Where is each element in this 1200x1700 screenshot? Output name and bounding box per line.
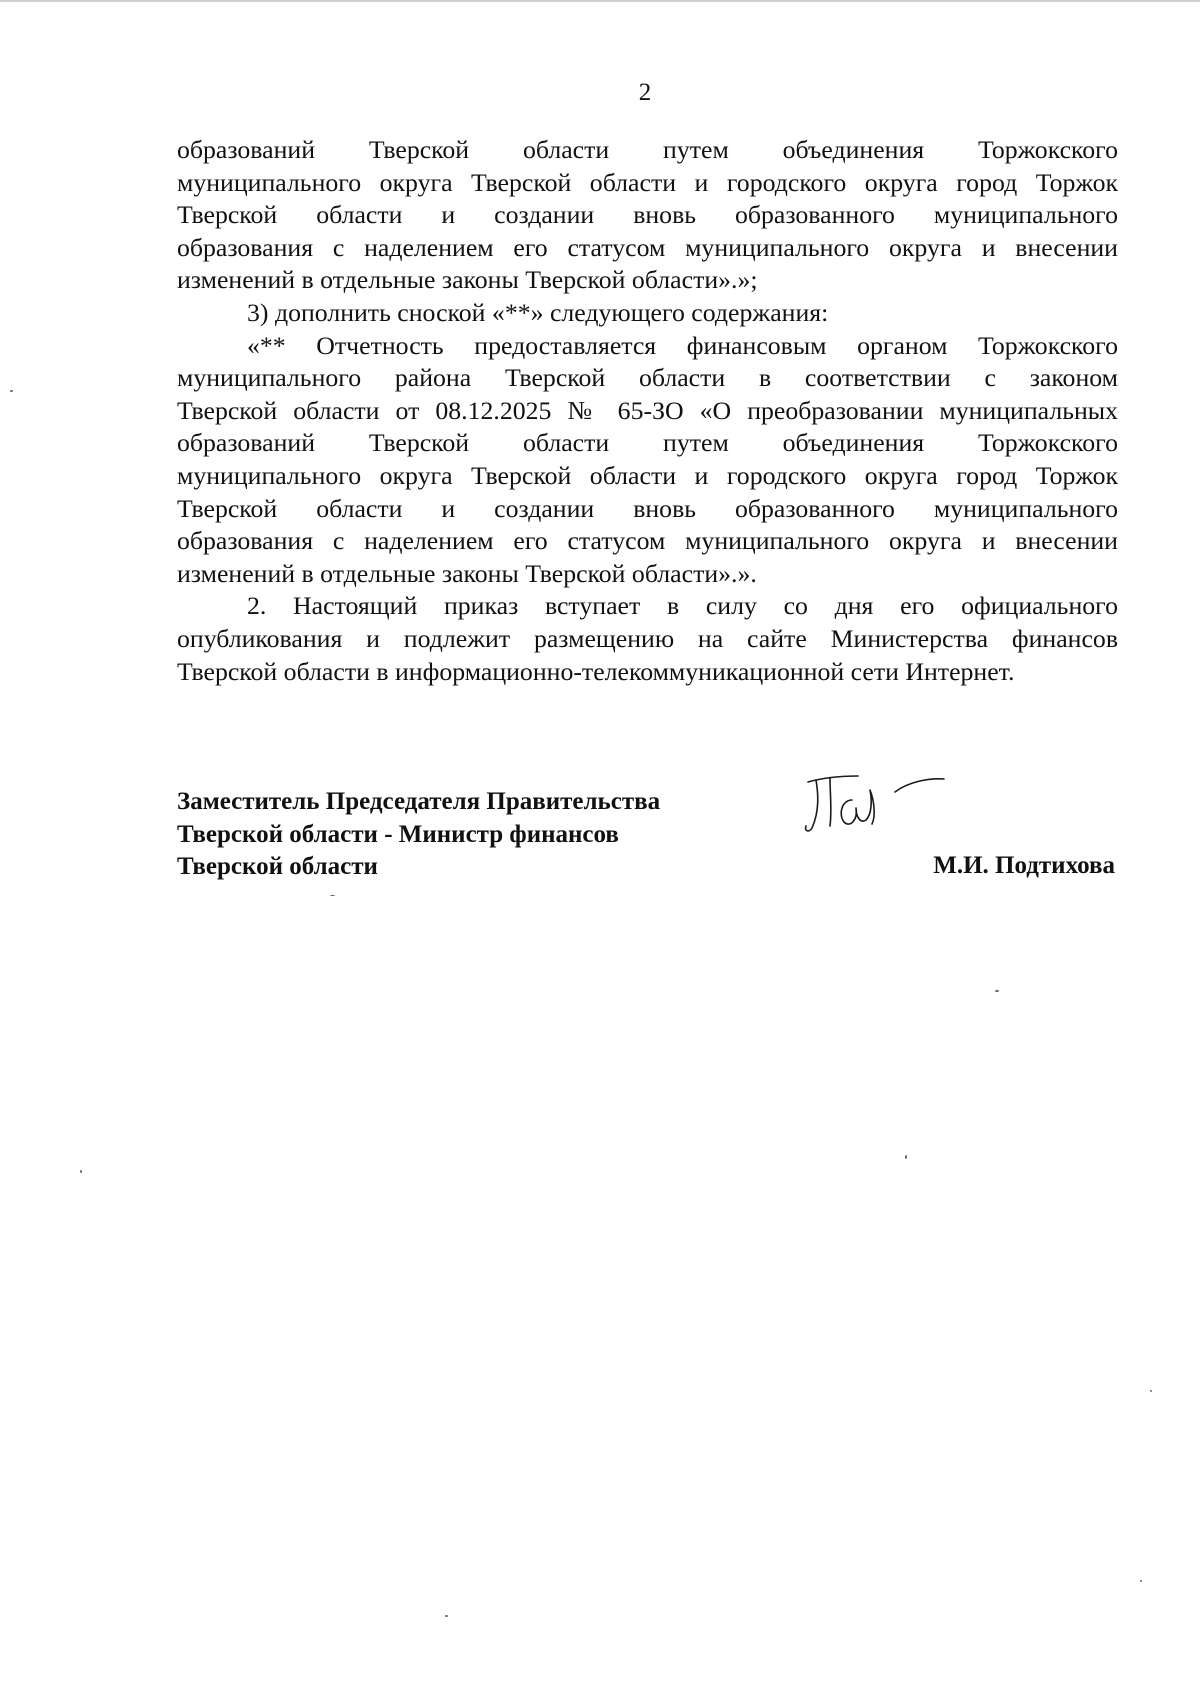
body-line: 3) дополнить сноской «**» следующего содержания: bbox=[247, 297, 829, 327]
body-line: образований Тверской области путем объединения Торжокского bbox=[177, 428, 1118, 458]
body-line: «** Отчетность предоставляется финансовым органом Торжокского bbox=[247, 330, 1118, 360]
signatory-position-line: Тверской области bbox=[177, 853, 378, 880]
body-line: образования с наделением его статусом муниципального округа и внесении bbox=[177, 526, 1118, 556]
body-line: изменений в отдельные законы Тверской области».». bbox=[177, 558, 757, 588]
signatory-position-line: Заместитель Председателя Правительства bbox=[177, 788, 661, 815]
body-line: Тверской области от 08.12.2025 № 65-ЗО «О преобразовании муниципальных bbox=[177, 395, 1118, 425]
body-line: Тверской области и создании вновь образованного муниципального bbox=[177, 493, 1118, 523]
body-line: образования с наделением его статусом муниципального округа и внесении bbox=[177, 232, 1118, 262]
body-line: муниципального округа Тверской области и городского округа город Торжок bbox=[177, 167, 1118, 197]
handwritten-signature bbox=[800, 770, 950, 850]
body-line: изменений в отдельные законы Тверской области».»; bbox=[177, 265, 758, 295]
scan-speck bbox=[10, 390, 13, 392]
scan-speck bbox=[1140, 1580, 1142, 1582]
body-line: Тверской области и создании вновь образованного муниципального bbox=[177, 200, 1118, 230]
body-line: Тверской области в информационно-телекоммуникационной сети Интернет. bbox=[177, 656, 1015, 686]
scan-speck bbox=[995, 990, 999, 992]
scan-edge bbox=[0, 0, 1200, 2]
body-line: образований Тверской области путем объединения Торжокского bbox=[177, 135, 1118, 164]
body-line: опубликования и подлежит размещению на сайте Министерства финансов bbox=[177, 623, 1118, 653]
scan-speck bbox=[80, 1170, 82, 1173]
page-number: 2 bbox=[638, 79, 652, 106]
signatory-name: М.И. Подтихова bbox=[933, 852, 1115, 879]
body-line: муниципального района Тверской области в соответствии с законом bbox=[177, 363, 1118, 393]
document-body bbox=[177, 134, 1118, 688]
scan-speck bbox=[445, 1615, 448, 1617]
signatory-position bbox=[177, 786, 737, 884]
body-line: 2. Настоящий приказ вступает в силу со дня его официального bbox=[247, 591, 1118, 621]
scan-speck bbox=[905, 1155, 907, 1159]
signatory-position-line: Тверской области - Министр финансов bbox=[177, 820, 619, 848]
body-line: муниципального округа Тверской области и городского округа город Торжок bbox=[177, 460, 1118, 490]
scan-speck bbox=[1150, 1390, 1152, 1392]
scan-speck bbox=[330, 895, 335, 896]
